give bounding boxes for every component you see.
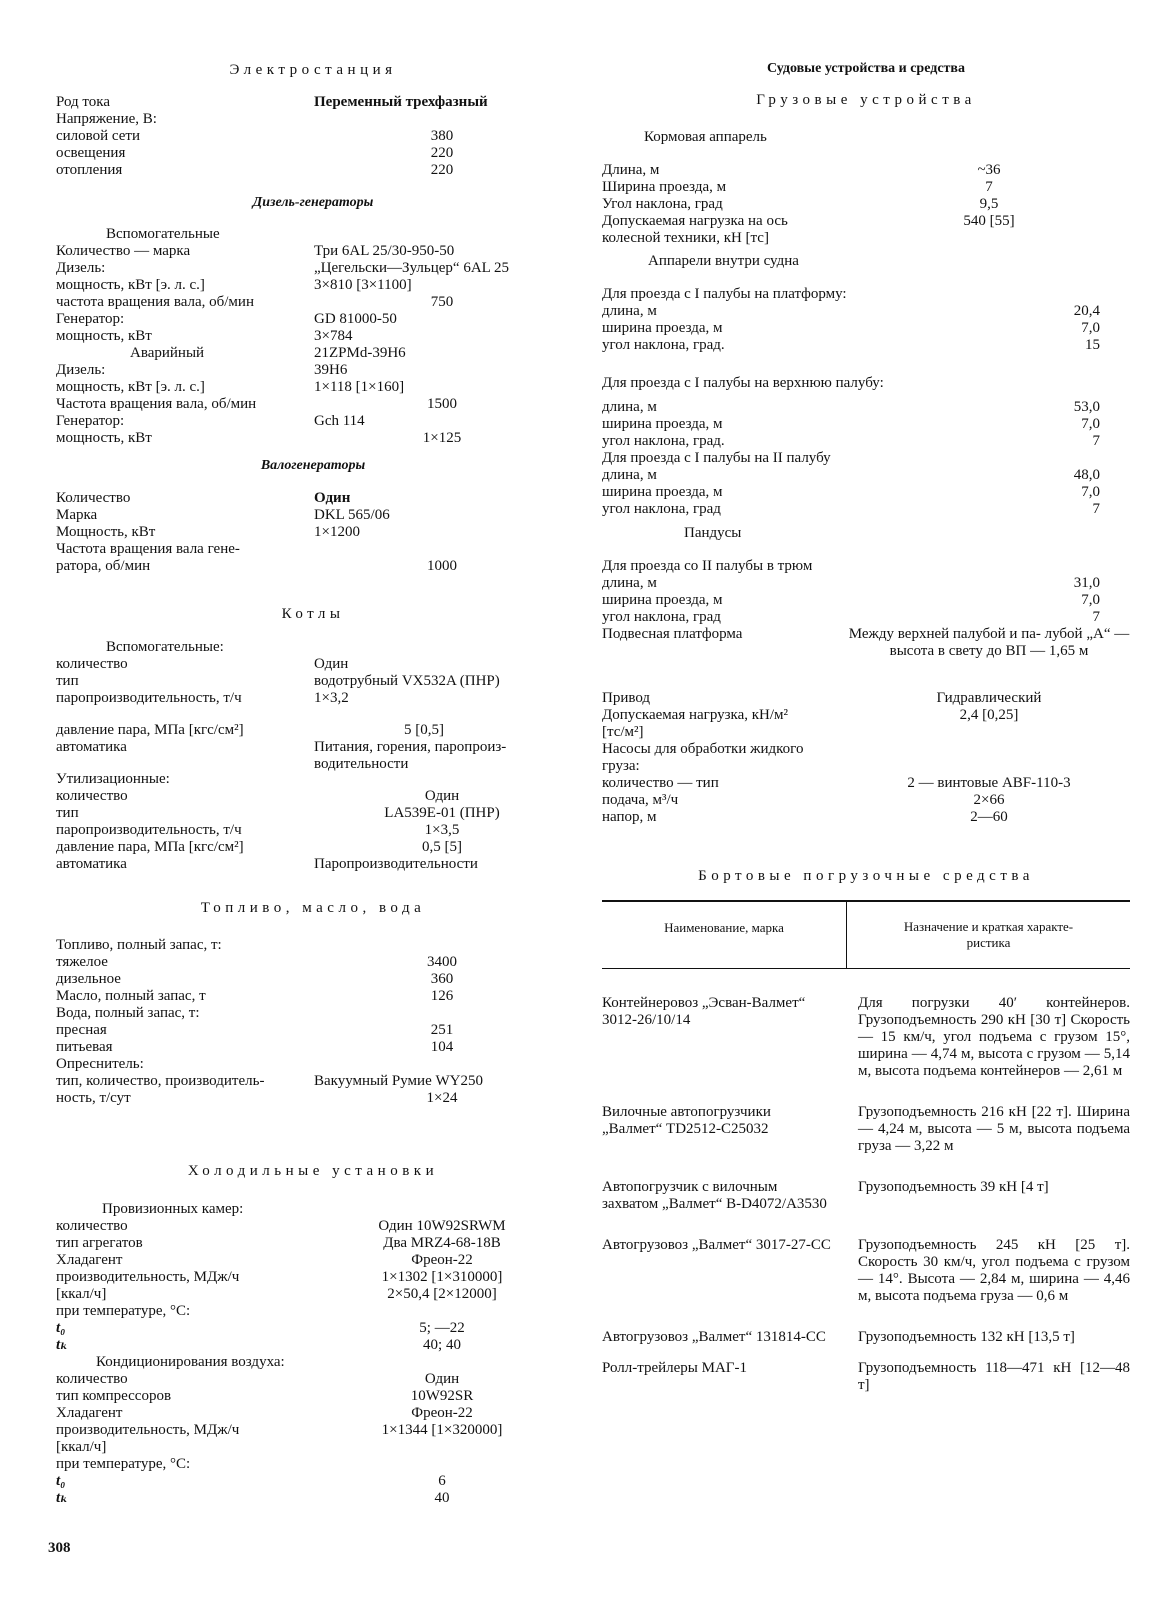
table-row: груза:	[602, 758, 640, 774]
electro-rows	[56, 94, 570, 179]
table-row: [ккал/ч]	[56, 1439, 107, 1455]
table-row: Вода, полный запас, т:	[56, 1005, 200, 1021]
table-row: Марка DKL 565/06	[56, 507, 390, 523]
column-header-name: Наименование, марка	[602, 902, 847, 968]
table-row: пресная 251	[56, 1022, 454, 1038]
table-row: длина, м 31,0	[602, 575, 1100, 591]
table-row: угол наклона, град 7	[602, 609, 1100, 625]
table-row: ширина проезда, м 7,0	[602, 484, 1100, 500]
table-row: Частота вращения вала гене-	[56, 541, 240, 557]
table-row: Насосы для обработки жидкого	[602, 741, 804, 757]
table-row: Частота вращения вала, об/мин 1500	[56, 396, 457, 412]
table-row: угол наклона, град. 15	[602, 337, 1100, 353]
table-row: Контейнеровоз „Эсван-Валмет“ 3012-26/10/14 Для погрузки 40′ контейнеров. Грузоподъемность 290 кН [30 т] Скорость — 15 км/ч, угол подъема с грузом 15°, ширина — 4,74 м, высота с грузом — 5,14 м, высота подъема контейнеров — 2,61 м	[602, 995, 1130, 1079]
table-row: t₀ 6	[56, 1473, 446, 1489]
table-row: тип агрегатов Два MRZ4-68-18B	[56, 1235, 501, 1251]
table-row: питьевая 104	[56, 1039, 454, 1055]
table-row: Количество Один	[56, 490, 351, 506]
table-row: производительность, МДж/ч 1×1344 [1×320000]	[56, 1422, 503, 1438]
table-row: Хладагент Фреон-22	[56, 1252, 473, 1268]
table-row: паропроизводительность, т/ч 1×3,2	[56, 690, 349, 706]
boiler-rows-3	[56, 788, 570, 873]
shaft-rows	[56, 490, 570, 575]
inner-lead-1: Для проезда с I палубы на платформу:	[602, 286, 847, 302]
table-row: длина, м 48,0	[602, 467, 1100, 483]
table-row: длина, м 20,4	[602, 303, 1100, 319]
table-row: Топливо, полный запас, т:	[56, 937, 222, 953]
table-row: Допускаемая нагрузка, кН/м² 2,4 [0,25]	[602, 707, 1019, 723]
section-title-onboard: Бортовые погрузочные средства	[698, 868, 1034, 884]
table-row: ратора, об/мин 1000	[56, 558, 457, 574]
table-row: тип водотрубный VX532A (ПНР)	[56, 673, 500, 689]
table-row: угол наклона, град. 7	[602, 433, 1100, 449]
table-row: тип, количество, производитель- Вакуумный Румие WY250	[56, 1073, 483, 1089]
table-row: автоматика Питания, горения, паропроиз-	[56, 739, 507, 755]
table-row: дизельное 360	[56, 971, 454, 987]
table-row: отопления 220	[56, 162, 454, 178]
group-label-prov: Провизионных камер:	[102, 1201, 244, 1217]
table-row: Длина, м ~36	[602, 162, 1001, 178]
table-row: мощность, кВт 1×125	[56, 430, 462, 446]
table-row: tₖ 40; 40	[56, 1337, 461, 1353]
table-row: водительности	[314, 756, 409, 772]
ramps-lead: Для проезда со II палубы в трюм	[602, 558, 813, 574]
table-row: [ккал/ч] 2×50,4 [2×12000]	[56, 1286, 497, 1302]
table-row: Напряжение, В:	[56, 111, 157, 127]
table-row: Автогрузовоз „Валмет“ 131814-CC Грузоподъемность 132 кН [13,5 т]	[602, 1329, 1075, 1345]
table-row: tₖ 40	[56, 1490, 450, 1506]
table-row: Дизель: „Цегельски—Зульцер“ 6AL 25	[56, 260, 510, 276]
group-label-aux: Вспомогательные	[106, 226, 220, 242]
table-row: Ролл-трейлеры МАГ-1 Грузоподъемность 118—471 кН [12—48 т]	[602, 1360, 1130, 1393]
subsection-title-stern: Кормовая аппарель	[644, 129, 767, 145]
group-label-air: Кондиционирования воздуха:	[96, 1354, 285, 1370]
table-row: давление пара, МПа [кгс/см²] 0,5 [5]	[56, 839, 462, 855]
page-number: 308	[48, 1540, 71, 1556]
table-row: Генератор: GD 81000-50	[56, 311, 397, 327]
table-row: освещения 220	[56, 145, 454, 161]
table-row: количество Один 10W92SRWM	[56, 1218, 506, 1234]
table-header	[602, 900, 1130, 969]
table-row: Угол наклона, град 9,5	[602, 196, 999, 212]
table-row: при температуре, °С:	[56, 1303, 191, 1319]
column-header-purpose: Назначение и краткая характе- ристика	[903, 919, 1074, 950]
group-label-aux-boilers: Вспомогательные:	[106, 639, 224, 655]
table-row: Автопогрузчик с вилочным захватом „Валмет“ B-D4072/A3530 Грузоподъемность 39 кН [4 т]	[602, 1179, 1049, 1212]
section-title-cold: Холодильные установки	[187, 1163, 439, 1179]
table-row: колесной техники, кН [тс]	[602, 230, 769, 246]
table-row: автоматика Паропроизводительности	[56, 856, 478, 872]
cold-rows	[56, 1218, 570, 1354]
table-row: количество Один	[56, 656, 349, 672]
table-row: количество — тип 2 — винтовые ABF-110-3	[602, 775, 1071, 791]
group-label-util: Утилизационные:	[56, 771, 170, 787]
table-row: количество Один	[56, 788, 460, 804]
table-row: Род тока Переменный трехфазный	[56, 94, 488, 110]
boiler-rows-2	[56, 722, 570, 773]
table-row: ширина проезда, м 7,0	[602, 592, 1100, 608]
stern-rows	[602, 162, 1130, 247]
fuel-rows	[56, 937, 570, 1107]
table-row: угол наклона, град 7	[602, 501, 1100, 517]
section-title-fuel: Топливо, масло, вода	[200, 900, 426, 916]
table-row: Опреснитель:	[56, 1056, 144, 1072]
table-row: ширина проезда, м 7,0	[602, 320, 1100, 336]
table-row: Дизель: 39H6	[56, 362, 348, 378]
table-row: Аварийный 21ZPMd-39H6	[130, 345, 406, 361]
table-row: Масло, полный запас, т 126	[56, 988, 454, 1004]
inner-lead-2: Для проезда с I палубы на верхнюю палубу:	[602, 375, 884, 391]
diesel-rows	[56, 243, 570, 447]
table-row: Ширина проезда, м 7	[602, 179, 993, 195]
table-row: подача, м³/ч 2×66	[602, 792, 1005, 808]
section-title-boilers: Котлы	[281, 606, 345, 622]
table-row: Подвесная платформа Между верхней палубой и па- лубой „А“ — высота в свету до ВП — 1,65 м	[602, 626, 1130, 659]
table-row: давление пара, МПа [кгс/см²] 5 [0,5]	[56, 722, 444, 738]
table-row: Автогрузовоз „Валмет“ 3017-27-CC Грузоподъемность 245 кН [25 т]. Скорость 30 км/ч, угол подъема с грузом — 14°. Высота — 2,84 м, ширина — 4,46 м, высота подъема груза — 0,6 м	[602, 1237, 1130, 1304]
section-title-cargo: Грузовые устройства	[756, 92, 976, 108]
section-title-electro: Электростанция	[229, 62, 397, 78]
table-row: количество Один	[56, 1371, 460, 1387]
subsection-title-ramps: Пандусы	[684, 525, 742, 541]
ramps-rows	[602, 575, 1130, 626]
onboard-table	[602, 900, 1130, 1394]
subsection-title-shaft: Валогенераторы	[260, 458, 366, 473]
table-row: длина, м 53,0	[602, 399, 1100, 415]
table-row: Вилочные автопогрузчики „Валмет“ TD2512-C25032 Грузоподъемность 216 кН [22 т]. Ширина — 4,24 м, высота — 5 м, высота подъема груза — 3,22 м	[602, 1104, 1130, 1154]
ramps-rows-2	[602, 690, 1130, 826]
table-row: [тс/м²]	[602, 724, 644, 740]
subsection-title-inner: Аппарели внутри судна	[648, 253, 799, 269]
table-row: Хладагент Фреон-22	[56, 1405, 473, 1421]
cold-rows-2	[56, 1371, 570, 1507]
chapter-header: Судовые устройства и средства	[767, 61, 965, 76]
table-row: t₀ 5; —22	[56, 1320, 465, 1336]
table-row: тип компрессоров 10W92SR	[56, 1388, 474, 1404]
table-row: Количество — марка Три 6AL 25/30-950-50	[56, 243, 455, 259]
table-row: Генератор: Gch 114	[56, 413, 365, 429]
table-row: Для проезда с I палубы на II палубу	[602, 450, 831, 466]
table-row: паропроизводительность, т/ч 1×3,5	[56, 822, 460, 838]
table-row: производительность, МДж/ч 1×1302 [1×310000]	[56, 1269, 503, 1285]
table-row: ность, т/сут 1×24	[56, 1090, 458, 1106]
table-row: тип LA539E-01 (ПНР)	[56, 805, 500, 821]
table-row: мощность, кВт 3×784	[56, 328, 353, 344]
table-row: напор, м 2—60	[602, 809, 1008, 825]
table-row: при температуре, °С:	[56, 1456, 191, 1472]
inner-rows-2	[602, 399, 1130, 518]
subsection-title-diesel: Дизель-генераторы	[252, 195, 374, 210]
table-row: Мощность, кВт 1×1200	[56, 524, 360, 540]
table-row: силовой сети 380	[56, 128, 454, 144]
table-row: ширина проезда, м 7,0	[602, 416, 1100, 432]
inner-rows-1	[602, 303, 1130, 354]
table-row: мощность, кВт [э. л. с.] 1×118 [1×160]	[56, 379, 405, 395]
table-row: Допускаемая нагрузка на ось 540 [55]	[602, 213, 1015, 229]
table-row: тяжелое 3400	[56, 954, 457, 970]
boiler-rows	[56, 656, 570, 707]
platform-row	[602, 626, 1130, 660]
table-row: частота вращения вала, об/мин 750	[56, 294, 454, 310]
table-row: Привод Гидравлический	[602, 690, 1042, 706]
table-row: мощность, кВт [э. л. с.] 3×810 [3×1100]	[56, 277, 412, 293]
